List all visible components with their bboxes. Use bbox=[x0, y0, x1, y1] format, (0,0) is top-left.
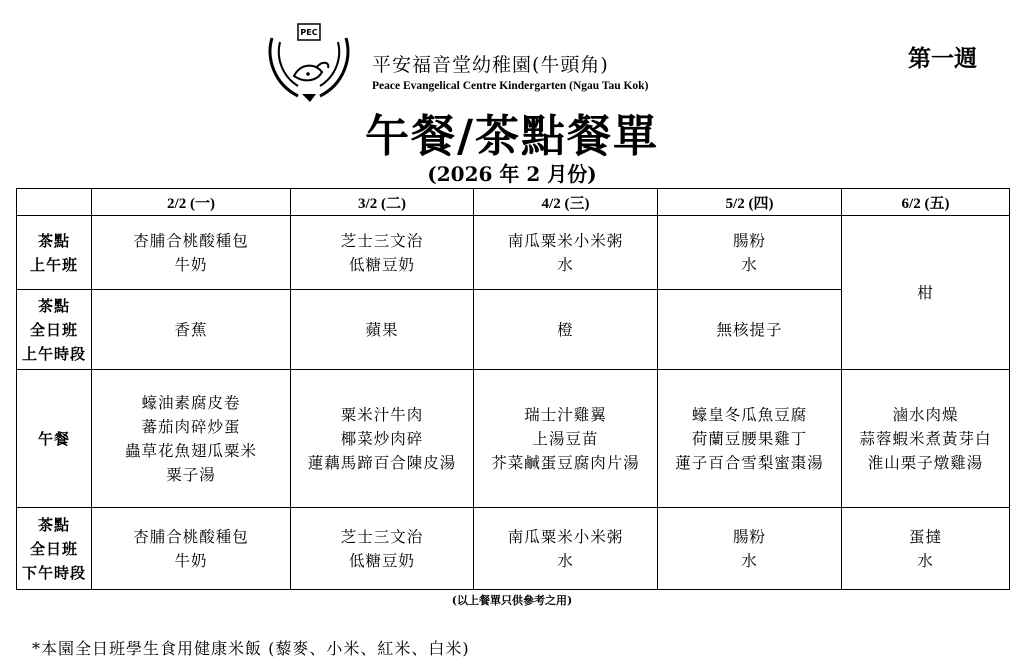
row-label: 午餐 bbox=[17, 370, 92, 508]
menu-table bbox=[16, 188, 1010, 590]
menu-cell: 香蕉 bbox=[92, 290, 291, 370]
footer-note: *本園全日班學生食用健康米飯 (藜麥、小米、紅米、白米) bbox=[32, 639, 470, 658]
menu-cell: 南瓜粟米小米粥 水 bbox=[474, 216, 658, 290]
menu-cell: 橙 bbox=[474, 290, 658, 370]
day-header: 2/2 (一) bbox=[92, 189, 291, 216]
row-label: 茶點 上午班 bbox=[17, 216, 92, 290]
table-row bbox=[17, 370, 1010, 508]
corner-cell bbox=[17, 189, 92, 216]
menu-cell: 無核提子 bbox=[658, 290, 842, 370]
school-logo bbox=[264, 18, 354, 110]
menu-cell: 蘋果 bbox=[291, 290, 474, 370]
row-label: 茶點 全日班 下午時段 bbox=[17, 508, 92, 590]
logo-text: PEC bbox=[300, 28, 318, 37]
menu-cell: 蠔油素腐皮卷 蕃茄肉碎炒蛋 蟲草花魚翅瓜粟米 粟子湯 bbox=[92, 370, 291, 508]
menu-cell: 南瓜粟米小米粥 水 bbox=[474, 508, 658, 590]
school-name-chinese: 平安福音堂幼稚園(牛頭角) bbox=[372, 54, 609, 76]
menu-cell: 滷水肉燥 蒜蓉蝦米煮黃芽白 淮山栗子燉雞湯 bbox=[842, 370, 1010, 508]
week-label: 第一週 bbox=[908, 45, 977, 72]
menu-cell: 腸粉 水 bbox=[658, 508, 842, 590]
page-title: 午餐/茶點餐單 bbox=[364, 111, 660, 162]
day-header: 5/2 (四) bbox=[658, 189, 842, 216]
menu-cell: 芝士三文治 低糖豆奶 bbox=[291, 216, 474, 290]
table-row bbox=[17, 508, 1010, 590]
day-header: 4/2 (三) bbox=[474, 189, 658, 216]
menu-cell: 腸粉 水 bbox=[658, 216, 842, 290]
school-name-english: Peace Evangelical Centre Kindergarten (Ngau Tau Kok) bbox=[372, 80, 649, 92]
menu-cell: 杏脯合桃酸種包 牛奶 bbox=[92, 508, 291, 590]
menu-cell: 瑞士汁雞翼 上湯豆苗 芥菜鹹蛋豆腐肉片湯 bbox=[474, 370, 658, 508]
row-label: 茶點 全日班 上午時段 bbox=[17, 290, 92, 370]
header-row bbox=[17, 189, 1010, 216]
day-header: 3/2 (二) bbox=[291, 189, 474, 216]
menu-cell: 粟米汁牛肉 椰菜炒肉碎 蓮藕馬蹄百合陳皮湯 bbox=[291, 370, 474, 508]
menu-cell: 芝士三文治 低糖豆奶 bbox=[291, 508, 474, 590]
menu-cell-merged: 柑 bbox=[842, 216, 1010, 370]
day-header: 6/2 (五) bbox=[842, 189, 1010, 216]
reference-note: (以上餐單只供參考之用) bbox=[451, 594, 573, 607]
menu-cell: 杏脯合桃酸種包 牛奶 bbox=[92, 216, 291, 290]
menu-cell: 蛋撻 水 bbox=[842, 508, 1010, 590]
menu-cell: 蠔皇冬瓜魚豆腐 荷蘭豆腰果雞丁 蓮子百合雪梨蜜棗湯 bbox=[658, 370, 842, 508]
table-row bbox=[17, 216, 1010, 290]
month-label: (2026 年 2 月份) bbox=[427, 162, 597, 186]
